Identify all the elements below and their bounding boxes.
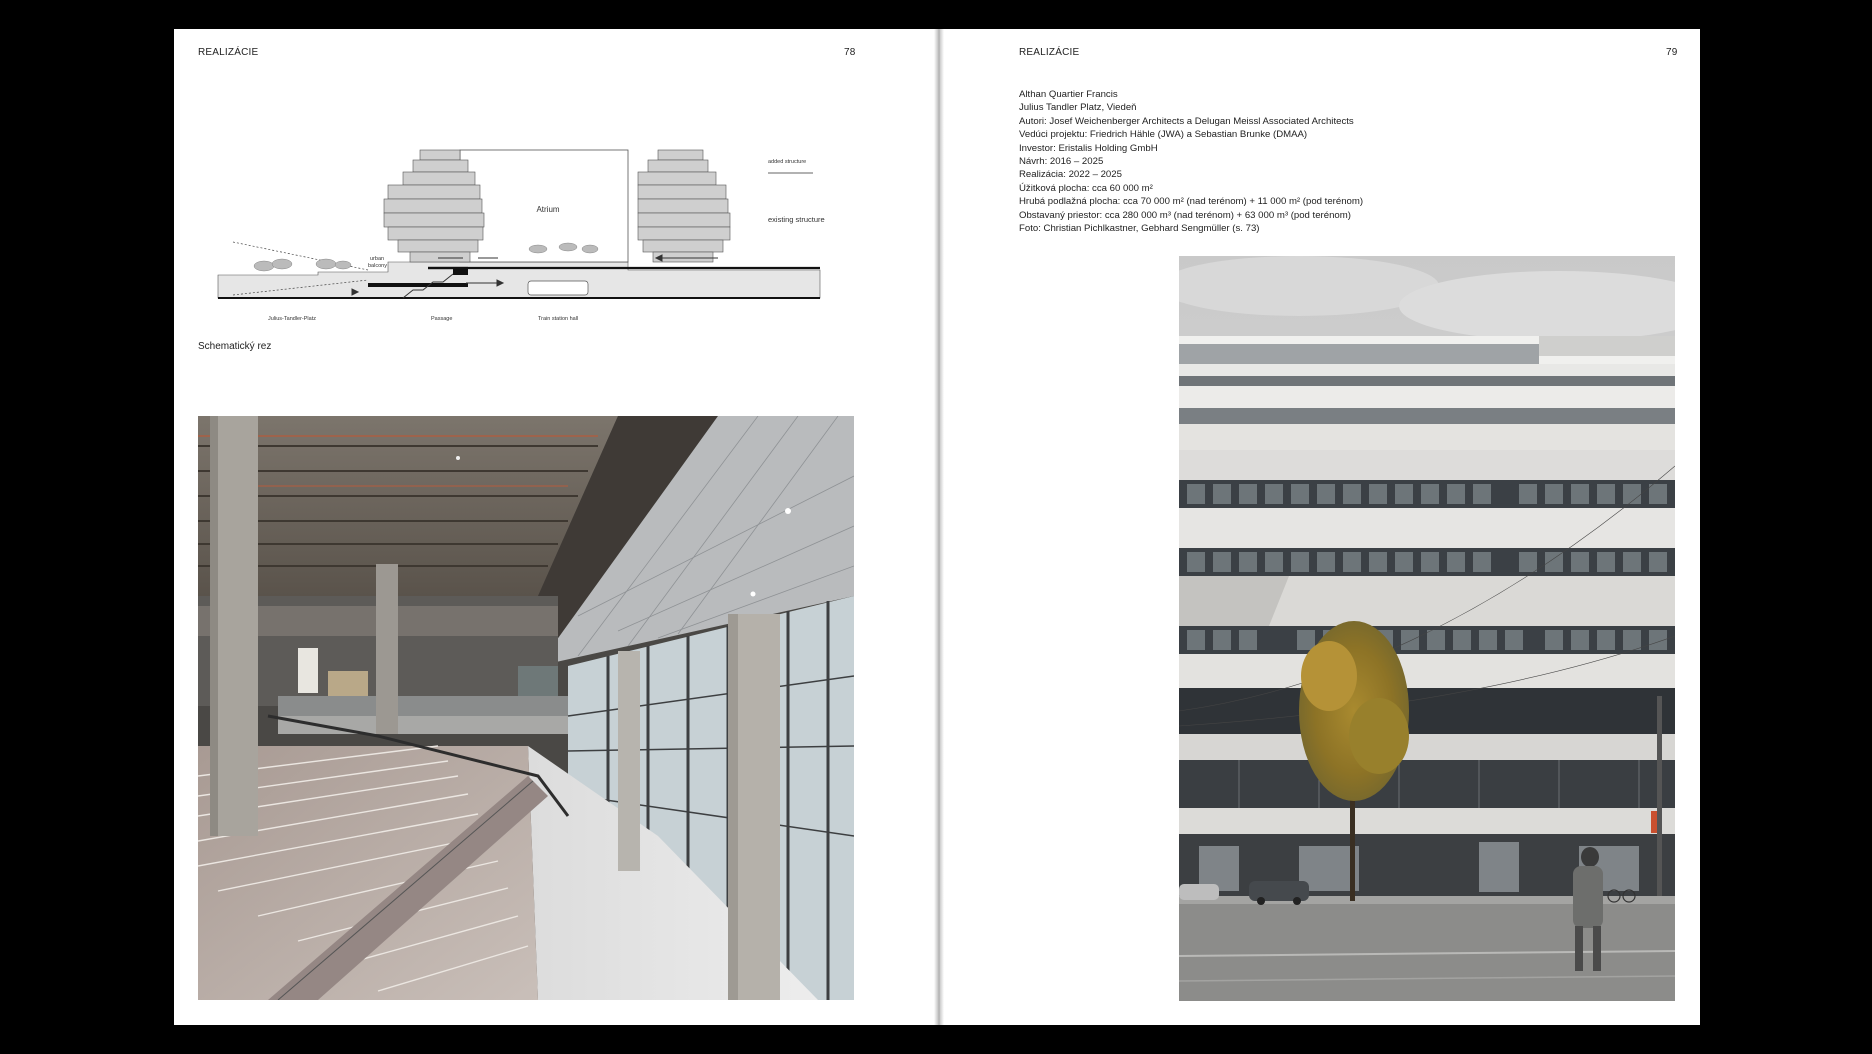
credit-line: Vedúci projektu: Friedrich Hähle (JWA) a Sebastian Brunke (DMAA) xyxy=(1019,129,1308,141)
book-gutter xyxy=(934,29,944,1025)
diagram-label-balcony: balcony xyxy=(368,263,387,269)
diagram-label-existing: existing structure xyxy=(768,215,825,224)
concrete-column xyxy=(618,651,640,871)
left-section-title: REALIZÁCIE xyxy=(198,47,259,58)
diagram-caption: Schematický rez xyxy=(198,341,272,352)
diagram-train xyxy=(528,281,588,295)
left-page-number: 78 xyxy=(844,47,856,58)
credit-line: Althan Quartier Francis xyxy=(1019,89,1118,100)
credit-line: Hrubá podlažná plocha: cca 70 000 m² (nad terénom) + 11 000 m² (pod terénom) xyxy=(1019,196,1364,208)
diagram-label-urban: urban xyxy=(370,256,385,262)
facade-window-band xyxy=(1179,450,1675,896)
credit-line: Investor: Eristalis Holding GmbH xyxy=(1019,142,1158,154)
facade-photo xyxy=(1179,256,1675,1001)
right-section-title: REALIZÁCIE xyxy=(1019,47,1080,58)
parked-car xyxy=(1249,881,1309,901)
diagram-label-passage: Passage xyxy=(431,316,453,322)
diagram-label-added: added structure xyxy=(768,159,807,165)
credit-line: Autori: Josef Weichenberger Architects a Delugan Meissl Associated Architects xyxy=(1019,115,1354,127)
credit-line: Foto: Christian Pichlkastner, Gebhard Sengmüller (s. 73) xyxy=(1019,223,1260,235)
project-credits xyxy=(1019,88,1363,235)
right-page-number: 79 xyxy=(1666,47,1678,58)
parked-car xyxy=(1179,884,1219,900)
credit-line: Julius Tandler Platz, Viedeň xyxy=(1019,102,1137,114)
diagram-right-tower xyxy=(638,150,730,262)
credit-line: Úžitková plocha: cca 60 000 m² xyxy=(1019,182,1153,194)
credit-line: Návrh: 2016 – 2025 xyxy=(1019,156,1104,168)
diagram-label-julius: Julius-Tandler-Platz xyxy=(268,316,316,322)
diagram-label-atrium: Atrium xyxy=(536,205,560,214)
concrete-column xyxy=(376,564,398,734)
credit-line: Realizácia: 2022 – 2025 xyxy=(1019,169,1122,181)
interior-photo xyxy=(198,416,854,1000)
section-diagram xyxy=(198,140,838,330)
diagram-label-train: Train station hall xyxy=(538,316,579,322)
credit-line: Obstavaný priestor: cca 280 000 m³ (nad terénom) + 63 000 m³ (pod terénom) xyxy=(1019,209,1351,221)
